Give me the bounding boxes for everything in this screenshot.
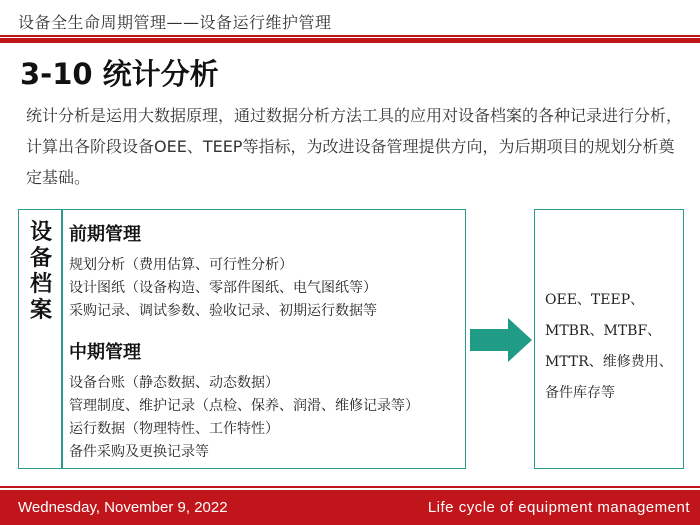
early-management-group (69, 220, 377, 323)
early-management-line: 设计图纸（设备构造、零部件图纸、电气图纸等） (69, 280, 377, 296)
output-metrics-text: OEE、TEEP、MTBR、MTBF、MTTR、维修费用、备件库存等 (545, 292, 673, 401)
early-management-line: 规划分析（费用估算、可行性分析） (69, 257, 293, 273)
footer-rule (0, 486, 700, 488)
intro-paragraph: 统计分析是运用大数据原理，通过数据分析方法工具的应用对设备档案的各种记录进行分析，计算出各阶段设备OEE、TEEP等指标，为改进设备管理提供方向，为后期项目的规划分析奠定基础。 (26, 106, 683, 187)
middle-management-line: 管理制度、维护记录（点检、保养、润滑、维修记录等） (69, 398, 419, 414)
header-rule-thick (0, 38, 700, 43)
section-title: 3-10 统计分析 (20, 57, 219, 91)
early-management-line: 采购记录、调试参数、验收记录、初期运行数据等 (69, 303, 377, 319)
header-title: 设备全生命周期管理——设备运行维护管理 (18, 13, 332, 32)
archive-label-char: 备 (29, 246, 52, 271)
archive-box (18, 209, 466, 469)
right-arrow-icon (470, 318, 532, 362)
middle-management-line: 设备台账（静态数据、动态数据） (69, 375, 279, 391)
footer-date: Wednesday, November 9, 2022 (18, 499, 228, 516)
header-rule-thin (0, 35, 700, 37)
footer-bar (0, 490, 700, 525)
early-management-title: 前期管理 (69, 224, 141, 245)
output-box (534, 209, 684, 469)
archive-label-char: 案 (29, 298, 52, 323)
middle-management-group (69, 338, 419, 464)
middle-management-title: 中期管理 (69, 342, 141, 363)
middle-management-line: 运行数据（物理特性、工作特性） (69, 421, 279, 437)
archive-label-char: 档 (29, 272, 52, 297)
archive-divider (61, 210, 63, 468)
middle-management-line: 备件采购及更换记录等 (69, 444, 209, 460)
archive-vertical-label (23, 220, 59, 324)
archive-label-char: 设 (29, 220, 52, 245)
footer-caption: Life cycle of equipment management (427, 499, 690, 516)
